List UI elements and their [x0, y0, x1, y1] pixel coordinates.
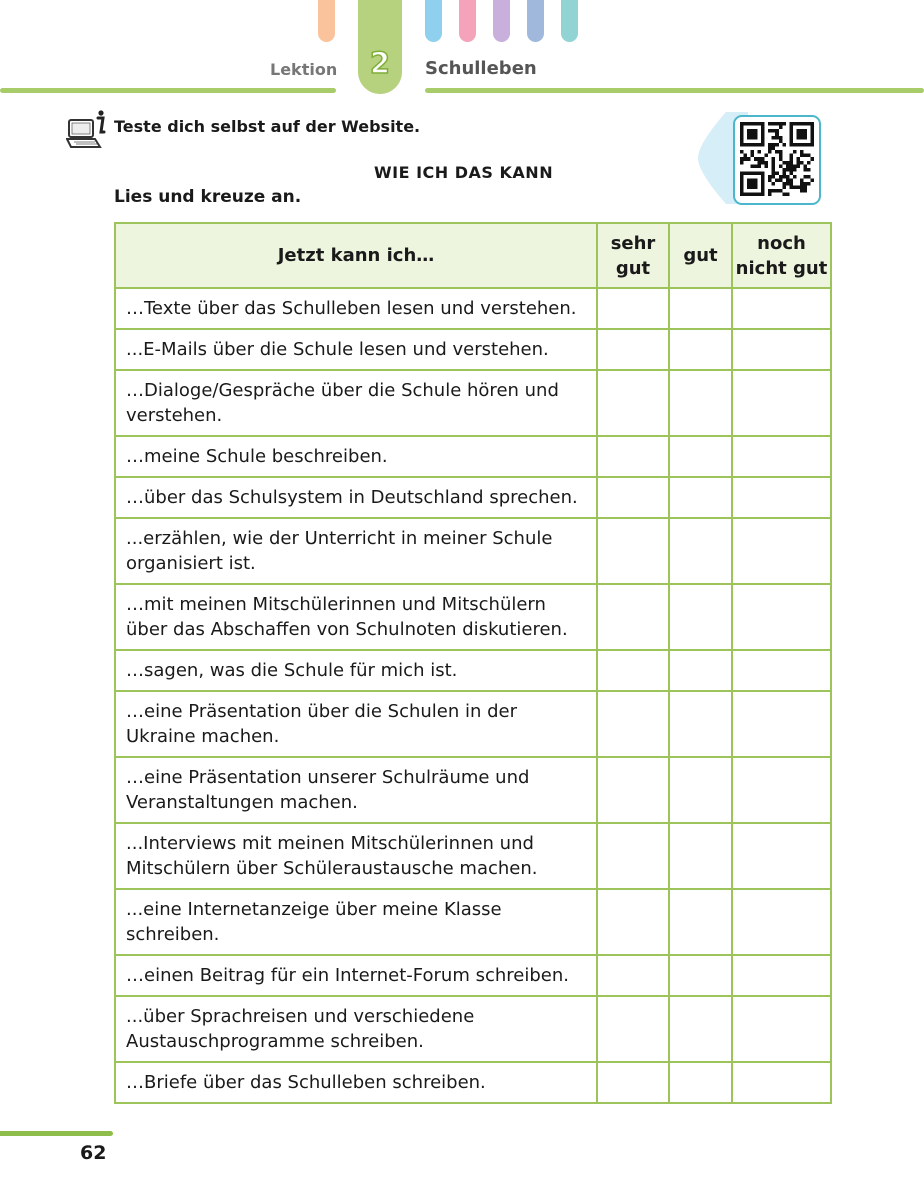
header-very-good-line1: sehr [610, 232, 656, 254]
checkbox-not-good[interactable] [732, 477, 831, 518]
lektion-label: Lektion [270, 60, 338, 79]
checkbox-good[interactable] [669, 1062, 732, 1103]
checkbox-good[interactable] [669, 955, 732, 996]
qr-code-icon[interactable] [733, 115, 821, 205]
self-assessment-table [114, 222, 832, 1104]
table-row [115, 823, 831, 889]
checkbox-not-good[interactable] [732, 584, 831, 650]
table-row [115, 996, 831, 1062]
checkbox-very-good[interactable] [597, 370, 669, 436]
chapter-tab [318, 0, 335, 42]
can-do-statement: ...erzählen, wie der Unterricht in meiner Schule organisiert ist. [115, 518, 597, 584]
chapter-tab [527, 0, 544, 42]
checkbox-not-good[interactable] [732, 1062, 831, 1103]
checkbox-very-good[interactable] [597, 757, 669, 823]
checkbox-very-good[interactable] [597, 650, 669, 691]
header-rule-right [425, 88, 924, 93]
checkbox-good[interactable] [669, 584, 732, 650]
chapter-title: Schulleben [425, 58, 537, 79]
table-row [115, 955, 831, 996]
checkbox-not-good[interactable] [732, 823, 831, 889]
header-good: gut [669, 223, 732, 288]
header-very-good-line2: gut [615, 257, 651, 279]
checkbox-not-good[interactable] [732, 691, 831, 757]
checkbox-not-good[interactable] [732, 436, 831, 477]
checkbox-good[interactable] [669, 823, 732, 889]
checkbox-good[interactable] [669, 996, 732, 1062]
can-do-statement: …Briefe über das Schulleben schreiben. [115, 1062, 597, 1103]
chapter-tab [493, 0, 510, 42]
can-do-statement: ...über Sprachreisen und verschiedene Austauschprogramme schreiben. [115, 996, 597, 1062]
checkbox-very-good[interactable] [597, 329, 669, 370]
table-row [115, 650, 831, 691]
checkbox-not-good[interactable] [732, 288, 831, 329]
table-row [115, 691, 831, 757]
header-not-good [732, 223, 831, 288]
table-row [115, 370, 831, 436]
checkbox-very-good[interactable] [597, 691, 669, 757]
instruction-text: Lies und kreuze an. [114, 187, 302, 207]
table-row [115, 757, 831, 823]
chapter-tab [459, 0, 476, 42]
checkbox-not-good[interactable] [732, 370, 831, 436]
chapter-tab [425, 0, 442, 42]
checkbox-good[interactable] [669, 889, 732, 955]
checkbox-not-good[interactable] [732, 650, 831, 691]
checkbox-good[interactable] [669, 329, 732, 370]
header-very-good [597, 223, 669, 288]
checkbox-not-good[interactable] [732, 889, 831, 955]
checkbox-very-good[interactable] [597, 823, 669, 889]
checkbox-good[interactable] [669, 288, 732, 329]
can-do-statement: …über das Schulsystem in Deutschland sprechen. [115, 477, 597, 518]
can-do-statement: ...Interviews mit meinen Mitschülerinnen und Mitschülern über Schüleraustausche machen. [115, 823, 597, 889]
table-row [115, 1062, 831, 1103]
table-row [115, 584, 831, 650]
laptop-info-icon [66, 110, 106, 154]
header-not-good-line2: nicht gut [735, 257, 828, 279]
qr-code-pattern [740, 122, 814, 196]
table-row [115, 889, 831, 955]
checkbox-not-good[interactable] [732, 329, 831, 370]
can-do-statement: …eine Präsentation unserer Schulräume und Veranstaltungen machen. [115, 757, 597, 823]
checkbox-not-good[interactable] [732, 955, 831, 996]
chapter-number: 2 [369, 46, 391, 80]
checkbox-good[interactable] [669, 436, 732, 477]
footer-bar [0, 1131, 113, 1136]
chapter-badge [358, 0, 402, 94]
checkbox-good[interactable] [669, 518, 732, 584]
website-hint: Teste dich selbst auf der Website. [114, 117, 421, 136]
can-do-statement: …Texte über das Schulleben lesen und verstehen. [115, 288, 597, 329]
checkbox-very-good[interactable] [597, 436, 669, 477]
header-rule-left [0, 88, 336, 93]
checkbox-very-good[interactable] [597, 288, 669, 329]
checkbox-not-good[interactable] [732, 996, 831, 1062]
table-row [115, 477, 831, 518]
page-number: 62 [80, 1142, 107, 1164]
can-do-statement: ...eine Internetanzeige über meine Klasse schreiben. [115, 889, 597, 955]
can-do-statement: …mit meinen Mitschülerinnen und Mitschülern über das Abschaffen von Schulnoten diskutieren. [115, 584, 597, 650]
checkbox-very-good[interactable] [597, 584, 669, 650]
checkbox-not-good[interactable] [732, 757, 831, 823]
table-row [115, 436, 831, 477]
table-header-row [115, 223, 831, 288]
checkbox-very-good[interactable] [597, 889, 669, 955]
checkbox-very-good[interactable] [597, 1062, 669, 1103]
checkbox-good[interactable] [669, 370, 732, 436]
header-statement: Jetzt kann ich… [115, 223, 597, 288]
chapter-tab [561, 0, 578, 42]
checkbox-good[interactable] [669, 650, 732, 691]
section-title: WIE ICH DAS KANN [374, 163, 554, 182]
checkbox-not-good[interactable] [732, 518, 831, 584]
checkbox-very-good[interactable] [597, 518, 669, 584]
checkbox-good[interactable] [669, 757, 732, 823]
can-do-statement: …sagen, was die Schule für mich ist. [115, 650, 597, 691]
checkbox-very-good[interactable] [597, 955, 669, 996]
can-do-statement: …Dialoge/Gespräche über die Schule hören und verstehen. [115, 370, 597, 436]
header-not-good-line1: noch [757, 232, 806, 254]
can-do-statement: ...E-Mails über die Schule lesen und verstehen. [115, 329, 597, 370]
checkbox-very-good[interactable] [597, 477, 669, 518]
can-do-statement: …meine Schule beschreiben. [115, 436, 597, 477]
checkbox-very-good[interactable] [597, 996, 669, 1062]
table-row [115, 518, 831, 584]
checkbox-good[interactable] [669, 691, 732, 757]
can-do-statement: …einen Beitrag für ein Internet-Forum schreiben. [115, 955, 597, 996]
can-do-statement: …eine Präsentation über die Schulen in der Ukraine machen. [115, 691, 597, 757]
table-row [115, 329, 831, 370]
table-row [115, 288, 831, 329]
checkbox-good[interactable] [669, 477, 732, 518]
